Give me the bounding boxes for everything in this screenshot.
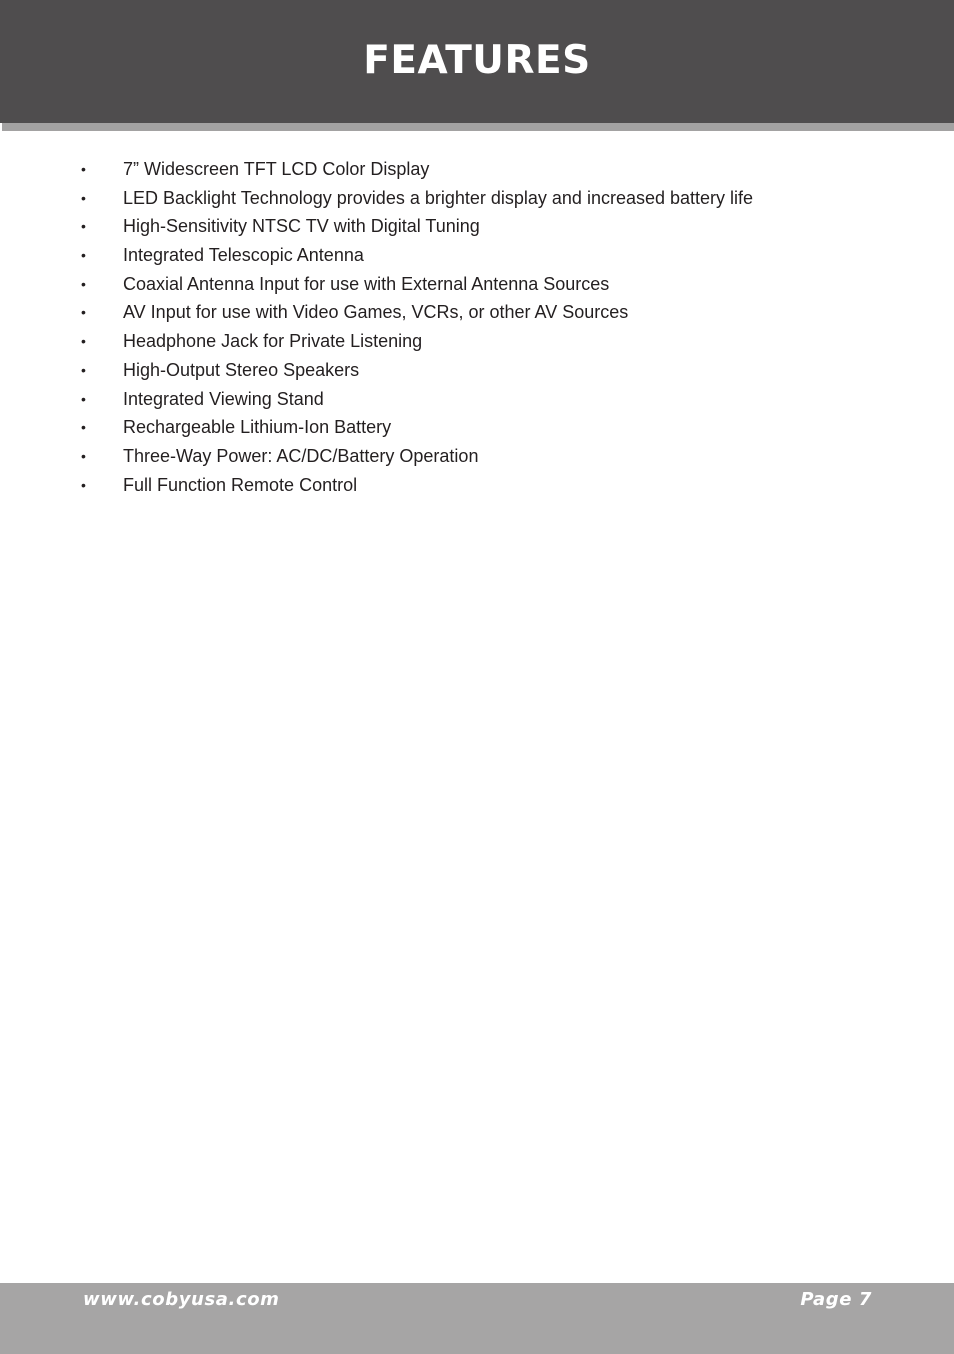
feature-list [0,155,954,499]
page-title: FEATURES [363,38,591,83]
website-url: www.cobyusa.com [83,1289,280,1310]
bullet-icon: • [81,275,86,292]
feature-text: LED Backlight Technology provides a brighter display and increased battery life [123,187,754,208]
bullet-icon: • [81,218,86,235]
feature-text: 7” Widescreen TFT LCD Color Display [123,159,430,179]
bullet-icon: • [81,390,86,407]
list-item [0,155,954,184]
feature-text: High-Output Stereo Speakers [123,359,360,380]
feature-text: Full Function Remote Control [123,474,358,495]
feature-text: Headphone Jack for Private Listening [123,331,423,352]
feature-text: Coaxial Antenna Input for use with External Antenna Sources [123,273,610,294]
bullet-icon: • [81,419,86,436]
list-item [0,298,954,327]
header-divider [2,123,954,131]
page-footer [0,1283,954,1354]
list-item [0,270,954,299]
feature-text: Rechargeable Lithium-Ion Battery [123,417,392,438]
list-item [0,471,954,500]
bullet-icon: • [81,304,86,321]
list-item [0,327,954,356]
feature-text: Integrated Viewing Stand [123,388,324,409]
bullet-icon: • [81,361,86,378]
page-number: Page 7 [800,1289,872,1310]
feature-text: Three-Way Power: AC/DC/Battery Operation [123,445,479,466]
bullet-icon: • [81,189,86,206]
bullet-icon: • [81,476,86,493]
feature-text: Integrated Telescopic Antenna [123,245,364,266]
list-item [0,241,954,270]
list-item [0,356,954,385]
list-item [0,413,954,442]
list-item [0,385,954,414]
bullet-icon: • [81,161,86,177]
feature-text: AV Input for use with Video Games, VCRs, or other AV Sources [123,302,629,323]
feature-text: High-Sensitivity NTSC TV with Digital Tuning [123,216,480,237]
bullet-icon: • [81,333,86,350]
page-header [0,0,954,123]
bullet-icon: • [81,447,86,464]
list-item [0,184,954,213]
list-item [0,212,954,241]
bullet-icon: • [81,247,86,264]
list-item [0,442,954,471]
